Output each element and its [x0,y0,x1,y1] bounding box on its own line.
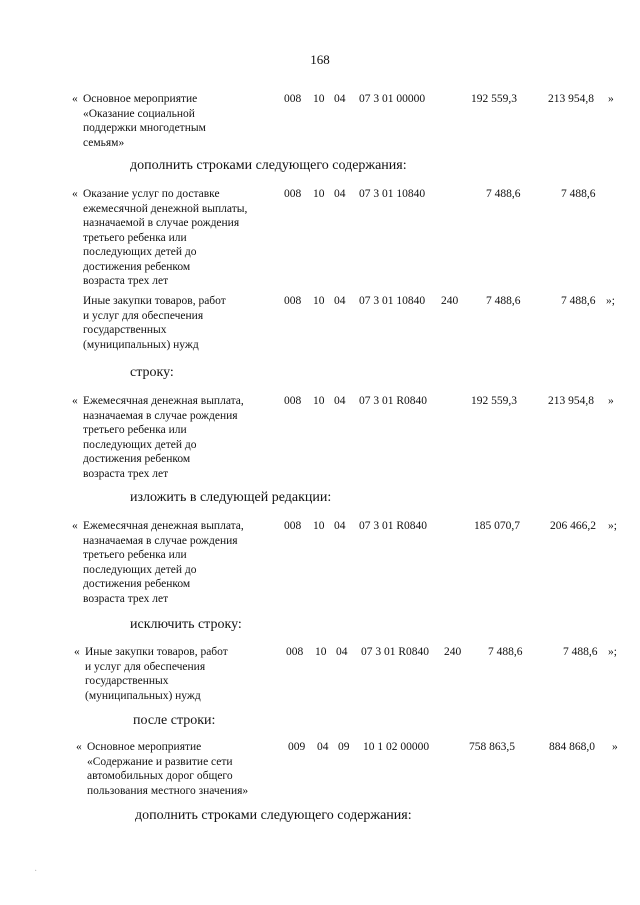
open-quote: « [72,395,78,407]
name-line: (муниципальных) нужд [83,338,199,351]
amount-2020: 7 488,6 [561,295,596,307]
name-line: Ежемесячная денежная выплата, [83,520,244,532]
name-line: достижения ребенком [83,453,191,465]
name-line: возраста трех лет [83,275,169,287]
subsection-code: 04 [334,395,346,407]
section-code: 10 [313,188,325,200]
instruction-text: строку: [130,365,174,380]
name-line: Иные закупки товаров, работ [83,295,226,307]
subsection-code: 04 [334,93,346,105]
open-quote: « [72,93,78,105]
target-code: 07 3 01 R0840 [359,520,428,532]
section-code: 04 [317,741,329,753]
subsection-code: 09 [338,741,350,753]
name-line: возраста трех лет [83,467,169,480]
ministry-code: 008 [284,93,302,105]
name-line: назначаемой в случае рождения [83,217,240,229]
close-quote: »; [608,646,617,658]
name-line: назначаемая в случае рождения [83,534,238,547]
ministry-code: 009 [288,741,306,753]
section-code: 10 [315,646,327,658]
name-line: Основное мероприятие [83,93,198,105]
instruction-text: дополнить строками следующего содержания: [130,158,407,173]
ministry-code: 008 [284,188,302,200]
name-line: (муниципальных) нужд [85,689,201,702]
amount-2019: 7 488,6 [488,646,523,658]
name-line: назначаемая в случае рождения [83,409,238,422]
subsection-code: 04 [334,188,346,200]
page-number: 168 [310,52,330,67]
name-line: Оказание услуг по доставке [83,188,220,200]
ministry-code: 008 [286,646,304,658]
name-line: автомобильных дорог общего [87,770,233,782]
amount-2020: 213 954,8 [548,93,594,105]
subsection-code: 04 [334,520,346,532]
name-line: третьего ребенка или [83,424,187,436]
row-name [72,187,287,289]
name-line: поддержки многодетным [83,122,206,134]
name-line: достижения ребенком [83,578,191,590]
section-code: 10 [313,93,325,105]
amount-2019: 192 559,3 [471,93,517,105]
close-quote: » [608,93,614,105]
open-quote: « [72,520,78,532]
instruction-text: изложить в следующей редакции: [130,490,332,505]
name-line: третьего ребенка или [83,231,187,244]
amount-2020: 884 868,0 [549,741,595,753]
amount-2019: 7 488,6 [486,295,521,307]
open-quote: « [74,646,80,658]
amount-2019: 185 070,7 [474,520,520,532]
name-line: возраста трех лет [83,592,169,605]
name-line: последующих детей до [83,563,197,576]
name-line: семьям» [83,136,125,149]
name-line: пользования местного значения» [87,784,249,797]
amount-2019: 192 559,3 [471,395,517,407]
name-line: и услуг для обеспечения [83,309,204,322]
target-code: 07 3 01 R0840 [361,646,430,658]
ministry-code: 008 [284,520,302,532]
close-quote: » [612,741,618,753]
name-line: Основное мероприятие [87,741,202,753]
name-line: и услуг для обеспечения [85,660,206,673]
amount-2020: 7 488,6 [563,646,598,658]
close-quote: »; [606,295,615,307]
name-line: «Оказание социальной [83,107,195,120]
name-line: Ежемесячная денежная выплата, [83,395,244,407]
name-line: третьего ребенка или [83,549,187,561]
row-name [72,92,287,150]
target-code: 07 3 01 10840 [359,188,426,200]
name-line: достижения ребенком [83,260,191,273]
section-code: 10 [313,520,325,532]
instruction-text: дополнить строками следующего содержания: [135,808,412,823]
name-line: «Содержание и развитие сети [87,755,233,768]
open-quote: « [76,741,82,753]
ministry-code: 008 [284,395,302,407]
target-code: 07 3 01 10840 [359,295,426,307]
name-line: последующих детей до [83,246,197,258]
expense-type-code: 240 [444,646,462,658]
amount-2020: 7 488,6 [561,188,596,200]
section-code: 10 [313,395,325,407]
open-quote: « [72,188,78,200]
name-line: последующих детей до [83,438,197,451]
expense-type-code: 240 [441,295,459,307]
name-line: государственных [85,675,169,687]
target-code: 10 1 02 00000 [363,741,430,753]
section-code: 10 [313,295,325,307]
row-name [72,294,287,352]
amount-2020: 213 954,8 [548,395,594,407]
target-code: 07 3 01 R0840 [359,395,428,407]
name-line: ежемесячной денежной выплаты, [83,202,248,215]
amount-2019: 758 863,5 [469,741,515,753]
name-line: Иные закупки товаров, работ [85,646,228,658]
name-line: государственных [83,324,167,336]
row-name [76,740,291,798]
row-name [72,519,287,606]
ministry-code: 008 [284,295,302,307]
close-quote: » [608,395,614,407]
close-quote: »; [608,520,617,532]
subsection-code: 04 [336,646,348,658]
instruction-text: исключить строку: [130,617,242,632]
row-name [72,394,287,481]
row-name [74,645,289,703]
amount-2019: 7 488,6 [486,188,521,200]
subsection-code: 04 [334,295,346,307]
amount-2020: 206 466,2 [550,520,596,532]
instruction-text: после строки: [133,713,216,728]
target-code: 07 3 01 00000 [359,93,426,105]
scan-dot-icon: · [34,866,38,877]
